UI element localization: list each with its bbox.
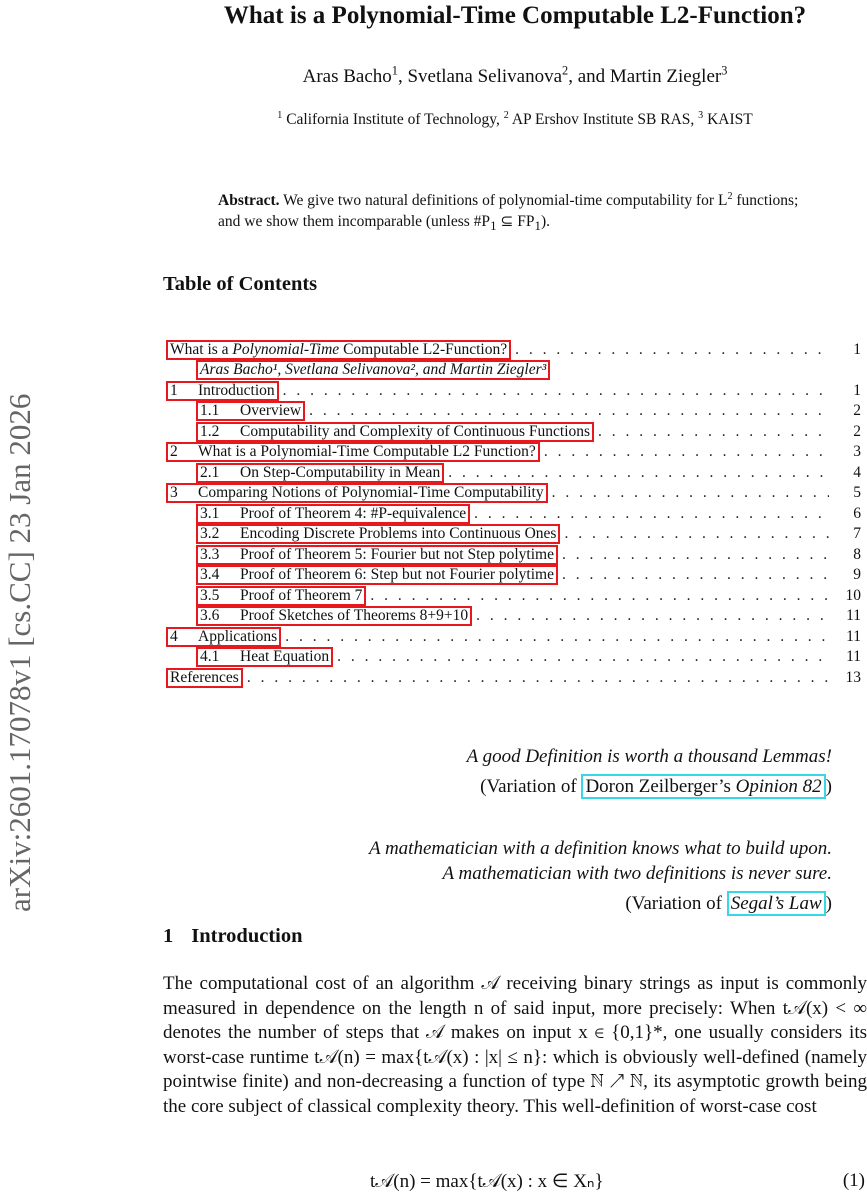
toc-row-4-1: 4.1 Heat Equation . . . 11 [196, 647, 861, 667]
toc-row-1-2: 1.2 Computability and Complexity of Continuous Functions . . . 2 [196, 422, 861, 442]
toc-row-3-3: 3.3 Proof of Theorem 5: Fourier but not Step polytime . . . 8 [196, 545, 861, 565]
toc-link-3-2[interactable]: 3.2 Encoding Discrete Problems into Continuous Ones [196, 524, 560, 544]
toc-row-authors [196, 360, 861, 380]
epigraph-1-quote: A good Definition is worth a thousand Lemmas! [466, 746, 832, 767]
toc-link-step-computability[interactable]: 2.1 On Step-Computability in Mean [196, 463, 444, 483]
toc-link-3-3[interactable]: 3.3 Proof of Theorem 5: Fourier but not Step polytime [196, 545, 558, 565]
abstract-label: Abstract. [218, 192, 280, 209]
toc-link-section-3[interactable]: 3 Comparing Notions of Polynomial-Time Computability [166, 483, 548, 503]
toc-link-section-2[interactable]: 2 What is a Polynomial-Time Computable L2 Function? [166, 442, 540, 462]
toc-link-introduction[interactable]: 1 Introduction [166, 381, 279, 401]
toc-link-title[interactable]: What is a Polynomial-Time Computable L2-Function? [166, 340, 511, 360]
toc-link-3-1[interactable]: 3.1 Proof of Theorem 4: #P-equivalence [196, 504, 470, 524]
section-heading: 1 Introduction [163, 925, 303, 947]
author-list: Aras Bacho$^1$, Svetlana Selivanova$^2$, and Martin Ziegler$^3$ [302, 63, 728, 87]
epigraph-2-line-1: A mathematician with a definition knows what to build upon. [368, 838, 832, 859]
epigraph-2-line-2: A mathematician with two definitions is never sure. [442, 863, 832, 884]
toc-row-3-5: 3.5 Proof of Theorem 7 . . . 10 [196, 586, 861, 606]
affiliations: $^1$ California Institute of Technology, $^2$ AP Ershov Institute SB RAS, $^3$ KAIST [277, 109, 753, 128]
toc-row-2-1: 2.1 On Step-Computability in Mean . . . 4 [196, 463, 861, 483]
toc-link-authors[interactable]: Aras Bacho¹, Svetlana Selivanova², and Martin Ziegler³ [196, 360, 550, 380]
toc-row-title: What is a Polynomial-Time Computable L2-Function? . . . 1 [166, 340, 861, 360]
toc-row-3: 3 Comparing Notions of Polynomial-Time Computability . . . 5 [166, 483, 861, 503]
toc-row-4: 4 Applications . . . 11 [166, 627, 861, 647]
toc-row-3-6: 3.6 Proof Sketches of Theorems 8+9+10 . . . 11 [196, 606, 861, 626]
intro-paragraph: The computational cost of an algorithm 𝒜 receiving binary strings as input is commonly measured in dependence on the length n of said input, more precisely: When t𝒜(x) < ∞ denotes the number of steps that 𝒜 makes on input x ∈ {0,1}*, one usually considers its worst-case runtime t𝒜(n) = max{t𝒜(x) : |x| ≤ n}: which is obviously well-defined (namely pointwise finite) and non-decreasing a function of type ℕ ↗ ℕ, its asymptotic growth being the core subject of classical complexity theory. This well-definition of worst-case cost [163, 973, 867, 1117]
arxiv-identifier: arXiv:2601.17078v1 [cs.CC] 23 Jan 2026 [2, 393, 37, 912]
equation-label: (1) [842, 1170, 865, 1191]
toc-link-references[interactable]: References [166, 668, 243, 688]
epigraph-1-attribution: (Variation of Doron Zeilberger’s Opinion 82 ) [480, 776, 832, 797]
equation-body: t𝒜(n) = max{t𝒜(x) : x ∈ Xₙ} [370, 1171, 604, 1192]
epigraph-2-attribution: (Variation of Segal’s Law ) [625, 893, 832, 914]
toc-row-2: 2 What is a Polynomial-Time Computable L2 Function? . . . 3 [166, 442, 861, 462]
toc-link-computability[interactable]: 1.2 Computability and Complexity of Continuous Functions [196, 422, 594, 442]
segals-law-link[interactable]: Segal’s Law [727, 891, 826, 916]
author-2: , Svetlana Selivanova [397, 66, 563, 87]
paper-title: What is a Polynomial-Time Computable L2-Function? [223, 2, 807, 29]
author-3: , and Martin Ziegler [568, 66, 722, 87]
toc-row-1: 1 Introduction . . . 1 [166, 381, 861, 401]
toc-link-overview[interactable]: 1.1 Overview [196, 401, 305, 421]
toc-link-applications[interactable]: 4 Applications [166, 627, 281, 647]
toc-row-3-4: 3.4 Proof of Theorem 6: Step but not Fourier polytime . . . 9 [196, 565, 861, 585]
author-1: Aras Bacho [302, 66, 392, 87]
toc-link-3-5[interactable]: 3.5 Proof of Theorem 7 [196, 586, 366, 606]
toc-link-3-4[interactable]: 3.4 Proof of Theorem 6: Step but not Fourier polytime [196, 565, 558, 585]
toc-link-heat-equation[interactable]: 4.1 Heat Equation [196, 647, 333, 667]
toc-heading: Table of Contents [163, 273, 318, 295]
abstract: Abstract. We give two natural definitions of polynomial-time computability for $L^2$ functions; and we show them incomparable (unless $\#P_1$ ⊆ $FP_1$). [218, 190, 799, 234]
toc-row-3-2: 3.2 Encoding Discrete Problems into Continuous Ones . . . 7 [196, 524, 861, 544]
toc-row-1-1: 1.1 Overview . . . 2 [196, 401, 861, 421]
toc-row-3-1: 3.1 Proof of Theorem 4: #P-equivalence . . . 6 [196, 504, 861, 524]
toc-link-3-6[interactable]: 3.6 Proof Sketches of Theorems 8+9+10 [196, 606, 472, 626]
toc-row-references: References . . . 13 [166, 668, 861, 688]
zeilberger-link[interactable]: Doron Zeilberger’s Opinion 82 [581, 774, 825, 799]
